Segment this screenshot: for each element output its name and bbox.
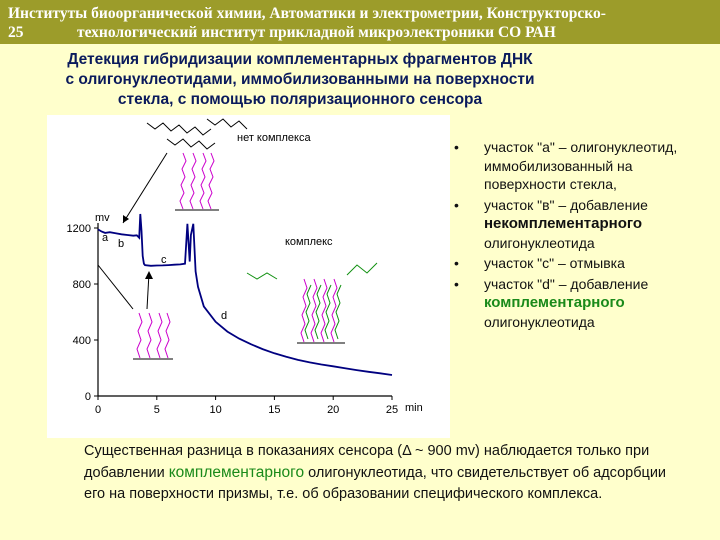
- segment-a-label: a: [102, 232, 109, 244]
- bullet-dot: •: [454, 196, 459, 213]
- pointer-line: [98, 265, 133, 309]
- free-strand: [147, 123, 211, 135]
- oligo-strand: [165, 313, 170, 358]
- immobilized-diagram: [98, 265, 173, 359]
- x-tick-label: 10: [209, 404, 222, 416]
- bullet-item-d: [452, 275, 714, 332]
- conclusion-part-2: олигонуклеотида, что свидетельствует об адсорбции его на поверхности призмы, т.е. об образовании специфического комплекса.: [84, 465, 667, 502]
- bullet-text: участок "в" – добавление: [484, 196, 648, 213]
- bullet-item-b: [452, 196, 714, 253]
- oligo-strand: [208, 153, 214, 209]
- complement-strand: [347, 263, 377, 275]
- conclusion-emphasis: комплементарного: [168, 464, 305, 481]
- y-unit-label: mv: [95, 212, 110, 224]
- complement-strand: [247, 273, 277, 279]
- sensor-figure-svg: [47, 115, 450, 438]
- y-tick-label: 800: [72, 279, 91, 291]
- y-tick-label: 1200: [66, 223, 91, 235]
- x-tick-label: 25: [385, 404, 399, 416]
- bullet-emphasis: некомплементарного: [484, 215, 643, 232]
- free-strand: [167, 139, 215, 149]
- oligo-strand: [180, 153, 186, 209]
- title-line-1: Детекция гибридизации комплементарных фрагментов ДНК: [67, 51, 533, 68]
- header-line-1: Институты биоорганической химии, Автоматики и электрометрии, Конструкторско-: [8, 5, 606, 22]
- bullet-text: участок "d" – добавление: [484, 275, 649, 292]
- y-tick-label: 400: [72, 335, 91, 347]
- x-unit-label: min: [405, 402, 423, 414]
- title-line-2: с олигонуклеотидами, иммобилизованными на поверхности: [65, 71, 535, 88]
- bullet-dot: •: [454, 275, 459, 292]
- y-tick-label: 0: [84, 391, 91, 403]
- bullet-dot: •: [454, 255, 459, 271]
- arrow-head: [123, 215, 129, 223]
- slide-number: 25: [8, 24, 24, 41]
- conclusion-part-1: Существенная разница в показаниях сенсора (Δ ~ 900 mv) наблюдается только при добавлении: [84, 443, 650, 481]
- no-complex-label: нет комплекса: [237, 132, 311, 144]
- x-tick-label: 20: [327, 404, 340, 416]
- bullet-text: участок "a" – олигонуклеотид, иммобилизованный на поверхности стекла,: [484, 139, 678, 192]
- bullet-text: олигонуклеотида: [484, 313, 595, 330]
- complement-strand: [325, 285, 331, 339]
- complement-strand: [335, 285, 341, 339]
- oligo-strand: [190, 153, 196, 209]
- no-complex-diagram: [123, 119, 311, 223]
- segment-c-label: c: [161, 254, 167, 266]
- free-strand: [207, 119, 247, 129]
- complement-strand: [305, 285, 311, 339]
- x-tick-label: 0: [94, 404, 102, 416]
- segment-b-label: b: [118, 238, 125, 250]
- oligo-strand: [157, 313, 162, 358]
- slide-title: [0, 50, 600, 110]
- header-line-2: технологический институт прикладной микроэлектроники СО РАН: [77, 24, 556, 41]
- complex-diagram: [247, 236, 377, 343]
- bullet-text: участок "c" – отмывка: [484, 255, 625, 271]
- sensor-curve: [98, 214, 392, 375]
- complement-strand: [315, 285, 321, 339]
- arrow-head: [145, 271, 153, 279]
- oligo-strand: [200, 153, 206, 209]
- title-line-3: стекла, с помощью поляризационного сенсора: [117, 91, 483, 108]
- bullet-list: [452, 138, 714, 333]
- segment-d-label: d: [221, 310, 228, 322]
- bullet-text: олигонуклеотида: [484, 234, 595, 251]
- bullet-item-a: [452, 138, 714, 194]
- oligo-strand: [147, 313, 152, 358]
- header-bar: [0, 0, 720, 44]
- bullet-emphasis-green: комплементарного: [484, 294, 625, 311]
- bullet-item-c: [452, 254, 714, 273]
- x-tick-label: 15: [268, 404, 281, 416]
- pointer-arrow: [123, 153, 167, 223]
- x-tick-label: 5: [153, 404, 160, 416]
- sensor-figure: [47, 115, 450, 438]
- conclusion-text: [84, 441, 684, 505]
- complex-label: комплекс: [285, 236, 333, 248]
- bullet-dot: •: [454, 139, 459, 155]
- oligo-strand: [137, 313, 142, 358]
